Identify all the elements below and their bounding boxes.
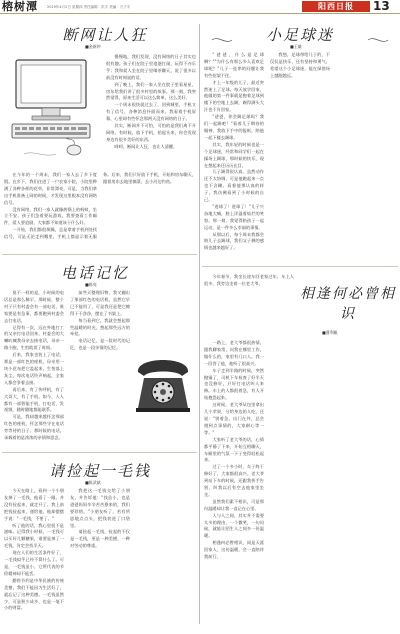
paragraph: 这时候，老大爷从包里拿出几个苹果，分给身边的人吃，还说："别着急，出门在外，总会遇到点事情的，大家耐心等一等。" (204, 402, 264, 435)
article-body-yimaoqian (4, 488, 196, 626)
flourish-left (210, 33, 234, 47)
article-author-xiangfeng: ■曹利帆 (322, 330, 338, 335)
paragraph: 虽然我们素不相识，可是那份温暖却让我一直记在心里。 (204, 498, 264, 511)
article-author-wangluo: ■金新妙 (85, 44, 101, 49)
paragraph: 一路上，老大爷都很热情，跟我聊家常，问我在哪里工作，做什么的，家里有几口人。我一一回答了他，他听了很高兴。 (204, 340, 264, 366)
paragraph: "爸爸，你会踢足球吗？我们一起踢吧！"看着儿子期待的眼神，我放下手中的报纸，陪他一起下楼去踢球。 (204, 114, 264, 140)
paragraph: 记得有一次，远在外地打工的父亲打电话回来，村委会的大喇叭喊我母亲去接电话，母亲一路小跑，生怕耽误了时间。 (4, 324, 64, 351)
flourish-right (366, 33, 390, 47)
paragraph: 我想，足球带给儿子的，不仅仅是快乐，还有坚持和勇气。希望这个小足球迷，能在绿茵场上越跑越远。 (270, 52, 330, 78)
paragraph: 在今年的一个周末，我们一家人去了乡下度假。在乡下，我们住进了一户农家小院，小院里种满了各种各样的花草，非常漂亮。可是，当我们拿出手机准备上网的时候，才发现这里根本没有网络信号。 (4, 172, 97, 205)
divider-right-1 (202, 266, 398, 267)
article-author-yimaoqian: ■陈武斌 (85, 480, 101, 485)
paragraph: 一个周末很快就过去了，回到城里，手机又有了信号，各种消息扑面而来。我看着手机屏幕，心里却有些怀念那两天没有网络的日子。 (106, 102, 196, 122)
paragraph: 现在人们的生活条件好了，一毛钱似乎已经不算什么了。可是，一毛钱虽小，它所代表的节俭精神却不能丢。 (4, 550, 64, 576)
dateline: 2019年4月2日 星期四 责任编辑：洪宇 美编：方子宇 (47, 5, 131, 9)
article-body-wangluo-a (4, 172, 196, 252)
paragraph: 相逢何必曾相识，同是天涯回家人。这份温暖，会一直陪伴我前行。 (204, 540, 264, 560)
paragraph: 我把这一毛钱交给了小朋友，并告诉他："钱虽小，也是爸爸妈妈辛辛苦苦挣来的，我们要珍惜。"小朋友听了，若有所思地点点头，把钱装进了口袋里。 (70, 488, 130, 528)
article-title-yimaoqian: 请捡起一毛钱 (48, 462, 151, 480)
computer-illustration (4, 54, 99, 170)
paragraph: 才上一年级的儿子，最近突然迷上了足球。每天放学回家，他做的第一件事就是抱着足球到楼下的空地上去踢，踢得满头大汗也不肯回家。 (204, 79, 264, 113)
article-title-xiangfeng: 相逢何必曾相识 (300, 286, 396, 322)
paragraph: 再后来，有了传呼机，有了大哥大，有了手机。如今，人人都有一部智能手机，打电话、发视频，随时随地都能联系。 (4, 386, 64, 413)
paragraph: "进球了！进球了！"儿子兴奋地大喊，脸上洋溢着灿烂的笑容。那一刻，我觉得陪孩子一起运动，是一件多么幸福的事情。 (204, 203, 264, 230)
divider-left-1 (2, 254, 197, 255)
paragraph: 过了一个多小时，车子终于修好了，大家都很高兴。老大爷到站下车的时候，还跟我挥手告别，叫我以后有空去他家里坐坐。 (204, 464, 264, 497)
paragraph: 人与人之间，其实并不需要太多的理由，一个微笑，一句问候，就能让陌生人之间多一份温暖。 (204, 512, 264, 539)
paragraph: 勤俭节约是中华民族的传统美德，我们不能因为生活好了，就忘记了这种美德。一毛钱虽然少，可是积少成多，也是一笔不小的财富。 (4, 577, 64, 611)
article-title-zuqiu: 小足球迷 (265, 26, 334, 44)
paragraph: "爸爸，什么是足球啊？""为什么有那么多人喜欢足球呢？"儿子一连串的问题让我有些招架不住。 (204, 52, 264, 78)
page-header (0, 0, 400, 14)
article-body-dianhua (4, 290, 196, 448)
article-body-xiangfeng-a (204, 274, 294, 334)
newspaper-logo: 阳西日报 (302, 1, 370, 12)
paragraph: 大家听了老大爷的话，心情都平静了下来，开始互相聊天，车厢里的气氛一下子变得轻松起来。 (204, 436, 264, 463)
article-body-xiangfeng-b (204, 340, 396, 626)
paragraph: 可是，我却越来越怀念那部红色的座机，怀念那些守在电话旁等待的日子。那时候的电话，承载着的是浓浓的亲情和思念。 (4, 414, 64, 441)
paragraph: 听了他的话，我心里很不是滋味。记得我小时候，一毛钱可以买好几颗糖果，谁要是掉了一毛钱，肯定会找半天。 (4, 522, 64, 549)
article-body-wangluo-b (106, 54, 196, 170)
paragraph: 车子走到半路的时候，突然抛锚了，司机下车检查了好半天也没修好，只好打电话叫人来修。车上的人都很着急，有人开始抱怨起来。 (204, 367, 264, 401)
paragraph: 每当看到它，我就会想起那些温暖的时光，想起那些远方的牵挂。 (70, 317, 130, 337)
page-number: 13 (373, 0, 390, 13)
paragraph: 到了晚上，我们一家人坐在院子里看星星，房东给我们讲了很多村里的故事。那一刻，我突然觉得，原来生活可以这么简单，这么美好。 (106, 81, 196, 101)
section-name: 榕树潭 (2, 0, 38, 13)
paragraph: 今年春节，我坐长途车回老家过年，车上人很多，我旁边坐着一位老大爷。 (204, 274, 294, 286)
article-author-zuqiu: ■王雄 (290, 44, 302, 49)
paragraph: 儿子踢得很认真，虽然动作还不太协调，可是他跑起来一点也不含糊。看着他那认真的样子，我仿佛看到了小时候的自己。 (204, 169, 264, 203)
paragraph: 一开始，我们都很烦躁，总是拿着手机到处找信号，可是无论走到哪里，手机上都显示着无服务。后来，我们只好放下手机，开始和房东聊天，跟着房东去地里摘菜，去小河边钓鱼。 (4, 172, 196, 240)
paragraph: 今天在路上，看到一个小朋友掉了一毛钱，他看了一眼，并没有捡起来，就走开了。我上前把钱捡起来，递给他，他却摆摆手说："一毛钱，不要了。" (4, 488, 64, 521)
paragraph: 慢慢地，我们发现，没有网络的日子其实也很有趣。孩子们在院子里追逐打闹，玩得不亦乐乎；我和爱人坐在院子里喝茶聊天，说了很多以前没有时间说的话。 (106, 54, 196, 80)
article-author-dianhua: ■陈亮 (85, 282, 97, 287)
paragraph: 请捡起一毛钱，捡起的不仅是一毛钱，更是一种美德，一种对劳动的尊重。 (70, 529, 130, 549)
paragraph: 电话记忆，是一段时代的记忆，也是一段亲情的记忆。 (70, 338, 130, 351)
divider-left-2 (2, 452, 197, 453)
paragraph: 从那以后，每个周末我都会陪儿子去踢球，我们父子俩的感情也越来越好了。 (204, 231, 264, 251)
paragraph: 前些天整理旧物，我又翻出了那部红色的电话机，虽然它早已不能用了，可是我还是把它擦得干干净净，摆在了书架上。 (70, 290, 130, 316)
paragraph: 后来，我家也装上了电话，那是一部红色的座机，母亲用一块小花布把它盖起来，生怕落上灰尘。每次电话铃声响起，全家人都会争着去接。 (4, 352, 64, 385)
article-title-dianhua: 电话记忆 (60, 264, 129, 282)
paragraph: 呵呵，断网让人狂，也让人清醒。 (114, 143, 178, 149)
article-title-wangluo: 断网让人狂 (62, 26, 148, 44)
article-body-zuqiu (204, 52, 396, 262)
paragraph: 其实，断网并不可怕，可怕的是我们离不开网络。有时候，放下手机，抬起头来，你会发现身边有很多美好的东西。 (106, 123, 196, 142)
paragraph: 其实，我年轻的时候也是一个足球迷，经常和同学们一起在操场上踢球，那时候的快乐，现在想起来还历历在目。 (204, 141, 264, 168)
column-divider (199, 24, 200, 624)
paragraph: 没有网络，我们一家人就像热锅上的蚂蚁，坐立不安。孩子们急着要玩游戏，我要查看工作邮件，爱人要追剧，大家都不知道该干什么好。 (4, 206, 97, 226)
paragraph: 莫不一样的是，小时候的电话总是那么稀罕。那时候，整个村子只有村委会有一部电话，谁家要是有急事，都要跑到村委会去打电话。 (4, 290, 64, 323)
